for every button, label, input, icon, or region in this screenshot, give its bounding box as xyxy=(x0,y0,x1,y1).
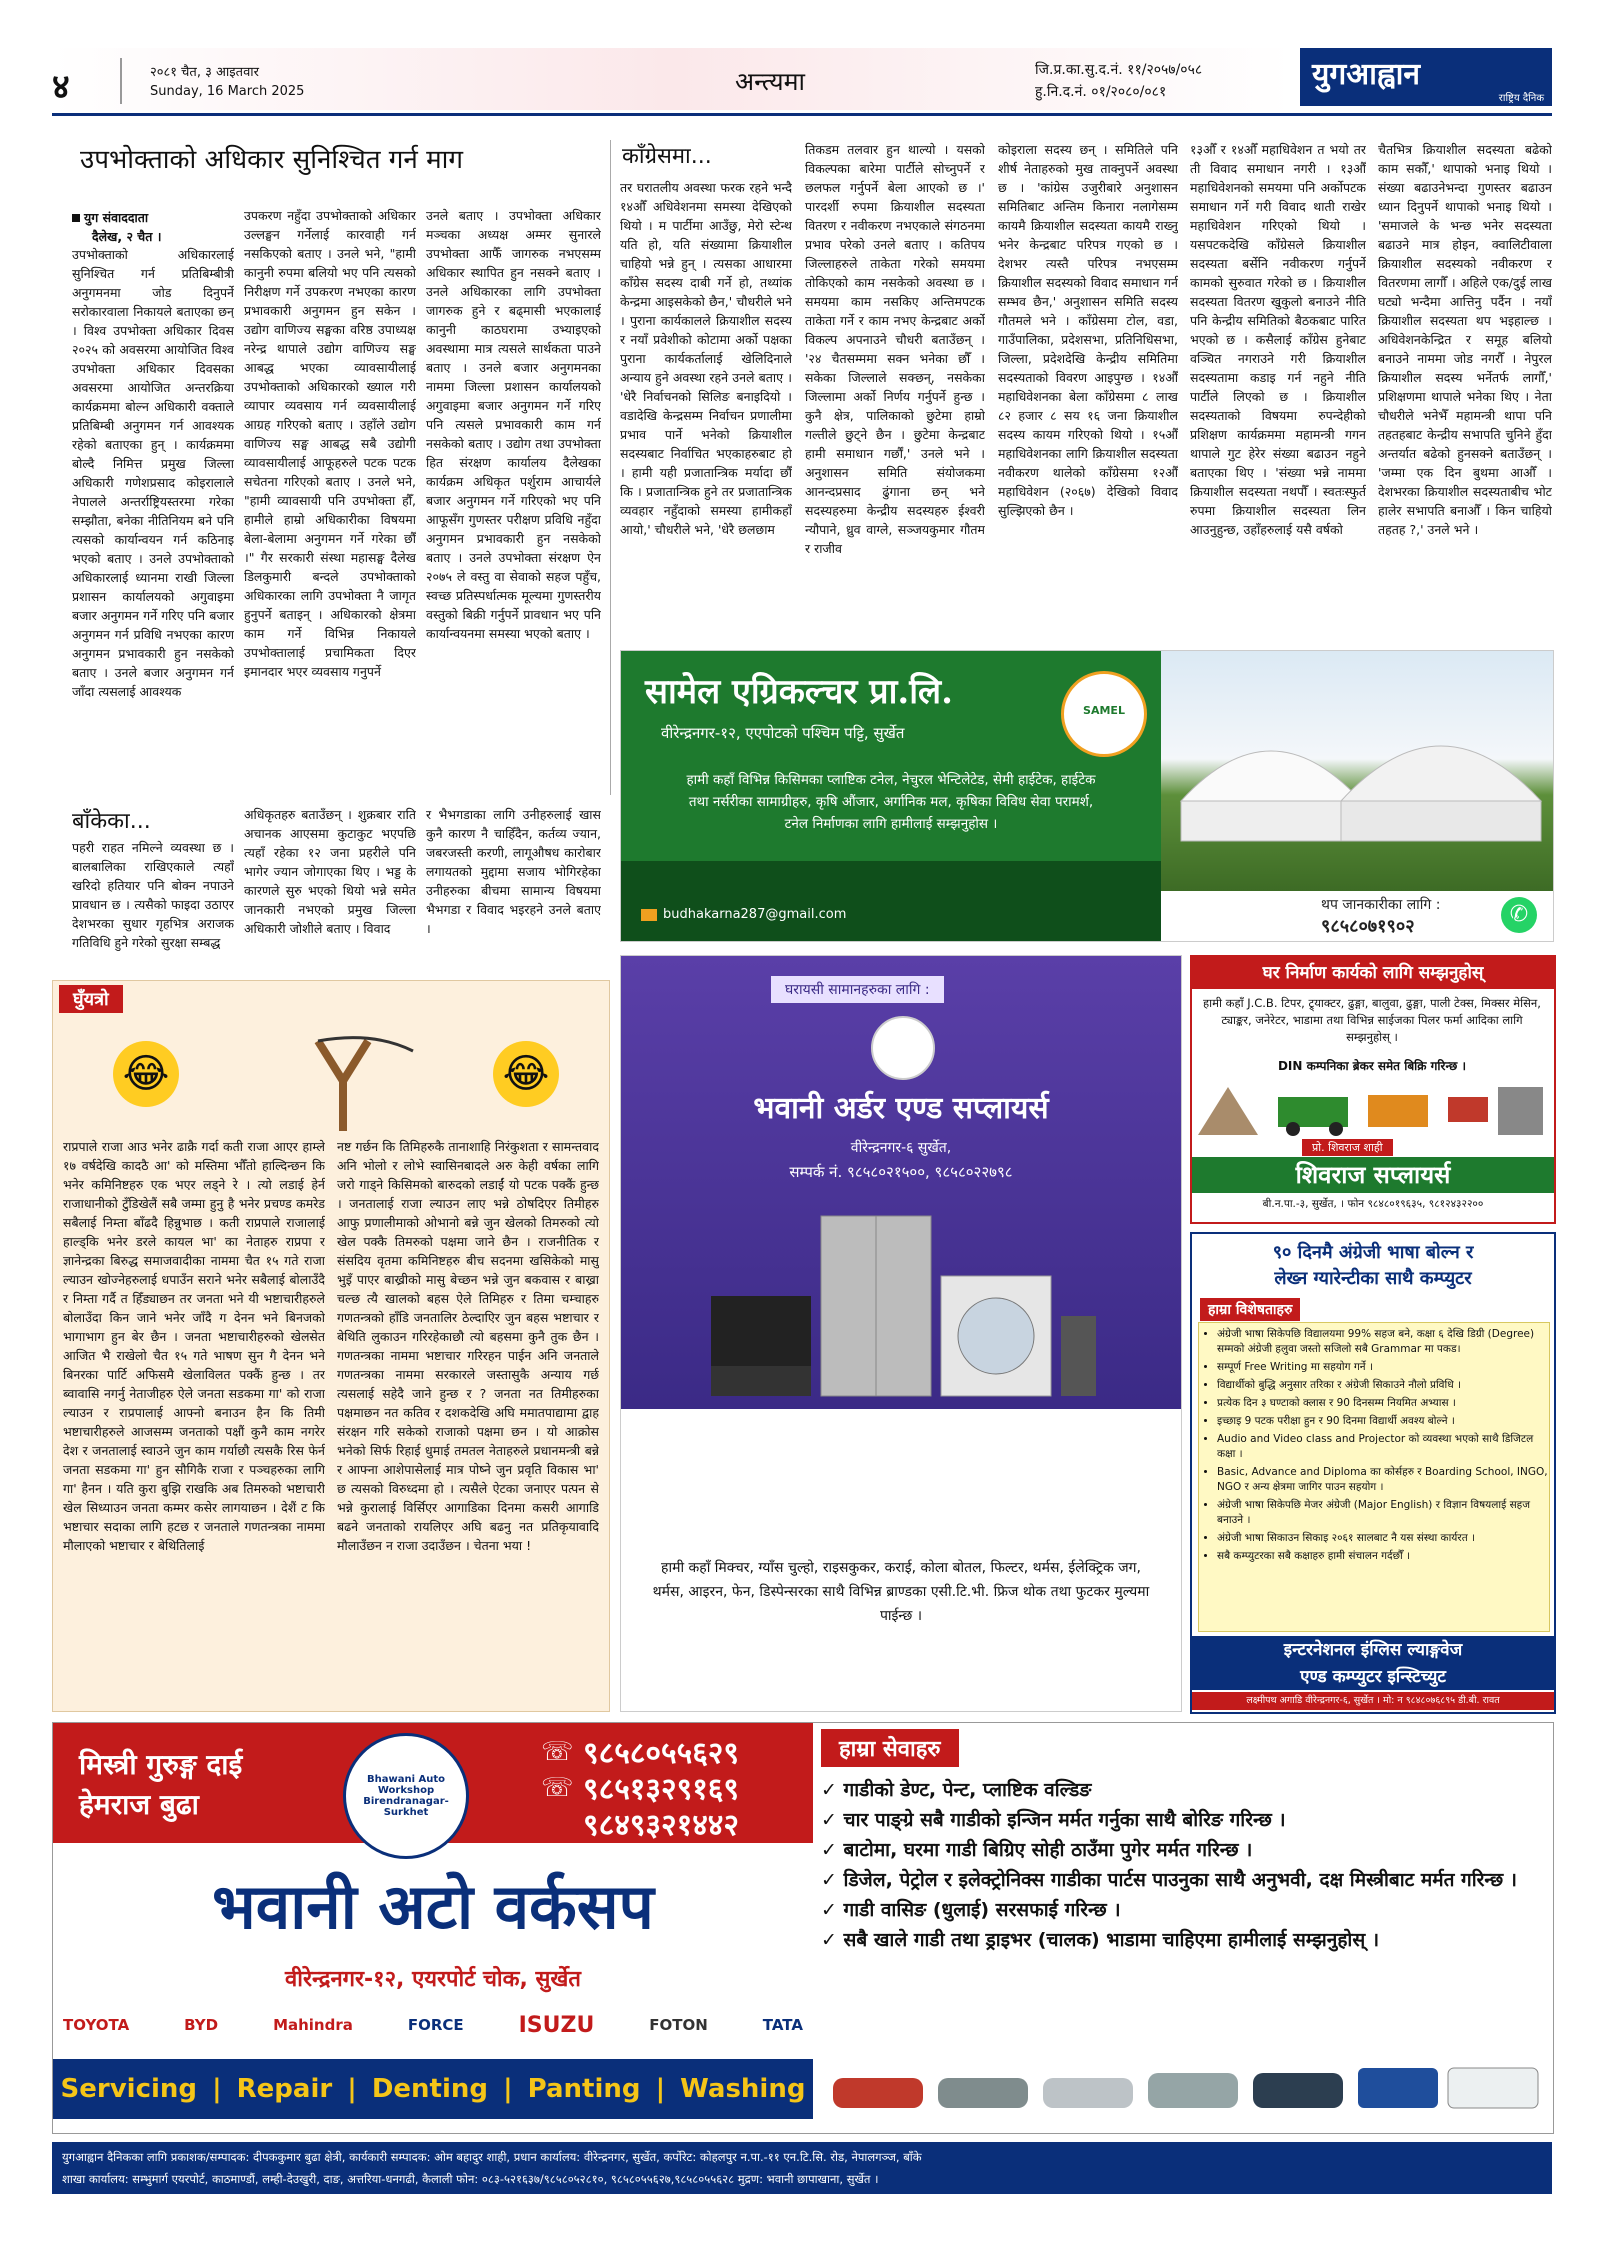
english-title-1: ९० दिनमै अंग्रेजी भाषा बोल्न र xyxy=(1272,1242,1474,1263)
samel-email xyxy=(641,907,846,922)
article1-column-3: उनले बताए । उपभोक्ता अधिकार मञ्चका अध्यक्ष अम्मर सुनारले उपभोक्ता आफैँ जागरुक नभएसम्म अधिकार स्थापित हुन नसक्ने बताए । उनले अधिकारका लागि उपभोक्ता जागरुक हुने र बढ्मासी भएकालाई कानुनी काठघरामा उभ्याइएको अवस्थामा मात्र त्यसले सार्थकता पाउने बताए । उनले बजार अनुगमनका नाममा जिल्ला प्रशासन कार्यालयको अगुवाइमा बजार अनुगमन गर्ने गरिए पनि त्यसले प्रभावकारी काम गर्न नसकेको बताए । उद्योग तथा उपभोक्ता हित संरक्षण कार्यालय दैलेखका कार्यक्रम अधिकृत पर्शुराम आचार्यले बजार अनुगमन गर्ने गरिएको भए पनि आफूसँग गुणस्तर परीक्षण प्रविधि नहुँदा अनुगमन प्रभावकारी हुन नसकेको बताए । उनले उपभोक्ता संरक्षण ऐन २०७५ ले वस्तु वा सेवाको सहज पहुँच, स्वच्छ प्रतिस्पर्धात्मक मूल्यमा गुणस्तरीय वस्तुको बिक्री गर्नुपर्ने प्रावधान भए पनि कार्यान्वयनमा समस्या भएको बताए । xyxy=(426,208,601,641)
date-english: Sunday, 16 March 2025 xyxy=(150,84,305,99)
brand-force: FORCE xyxy=(407,2016,464,2034)
english-point: • इच्छाइ 9 पटक परीक्षा हुन र 90 दिनमा विद्यार्थी अवश्य बोल्ने । xyxy=(1217,1414,1549,1429)
header-rule xyxy=(52,113,1552,116)
auto-phone-2: ९८५१३२९१६९ xyxy=(583,1772,739,1807)
email-icon xyxy=(641,909,657,921)
order-tag: घरायसी सामानहरुका लागि : xyxy=(771,976,944,1003)
article1-byline xyxy=(72,208,161,246)
services-bar: Servicing | Repair | Denting | Panting | Washing xyxy=(53,2059,813,2119)
contact-phone: ९८५८०७१९०२ xyxy=(1321,916,1415,937)
brand-toyota: TOYOTA xyxy=(63,2016,130,2034)
ad-bhawani-auto-workshop xyxy=(52,1722,1554,2134)
samel-logo-text: SAMEL xyxy=(1083,704,1125,717)
brand-byd: BYD xyxy=(184,2016,219,2034)
service-item-text: गाडीको डेण्ट, पेन्ट, प्लाष्टिक वल्डिङ xyxy=(843,1779,1092,1801)
service-item xyxy=(821,1925,1541,1955)
service-item xyxy=(821,1775,1541,1805)
brand-foton: FOTON xyxy=(649,2016,708,2034)
ad-bhawani-order-suppliers xyxy=(620,955,1182,1712)
checkmark-icon: ✓ xyxy=(821,1869,844,1891)
checkmark-icon: ✓ xyxy=(821,1899,844,1921)
slingshot-icon xyxy=(283,1021,433,1141)
byline-text: युग संवाददाता xyxy=(84,210,149,225)
laughing-emoji-icon: 😂 xyxy=(493,1041,559,1107)
dateline: दैलेख, २ चैत । xyxy=(92,229,162,244)
article2-column-4: १३औँ र १४औँ महाधिवेशन त भयो तर ती विवाद समाधान नगरी । १३औँ महाधिवेशनको समयमा पनि अर्कोपटक समाधान गर्ने गरी विवाद थाती राखेर महाधिवेशन गरिएको थियो । यसपटकदेखि काँग्रेसले क्रियाशील सदस्यता बर्सेनि नवीकरण गर्नुपर्ने कामको सुरुवात गरेको छ । क्रियाशील सदस्यता वितरण खुकुलो बनाउने नीति पनि केन्द्रीय समितिको बैठकबाट पारित भएको छ । कसैलाई काँग्रेस हुनेबाट वञ्चित नगराउने गरी क्रियाशील सदस्यतामा कडाइ गर्न नहुने नीति पार्टीले लिएको छ । क्रियाशील सदस्यताको विषयमा रुपन्देहीको प्रशिक्षण कार्यक्रममा महामन्त्री गगन थापाले गुट हेरेर संख्या बढाउन नहुने बताएका थिए । 'संख्या भन्ने नाममा क्रियाशील सदस्यता नथपौँ । स्वतःस्फुर्त रुपमा क्रियाशील सदस्यता लिन आउनुहुन्छ, उहाँहरुलाई यसै वर्षको xyxy=(1190,142,1366,537)
samel-title: सामेल एग्रिकल्चर प्रा.लि. xyxy=(645,672,953,712)
english-name-2: एण्ड कम्प्युटर इन्स्टिच्युट xyxy=(1192,1664,1554,1690)
shivraj-title: घर निर्माण कार्यको लागि सम्झनुहोस् xyxy=(1192,957,1554,989)
registration-no-2: हु.नि.द.नं. ०१/२०८०/०८१ xyxy=(1035,84,1167,100)
article2-column-1: तर घरातलीय अवस्था फरक रहने भन्दै १४औँ अधिवेशनमा समस्या देखिएको थियो । म पार्टीमा आउँछु, मेरो स्टेन्थ यति हो, यति संख्यामा क्रियाशील चाहियो भन्ने हुन् । त्यसका आधारमा काँग्रेस सदस्य दाबी गर्ने हो, तथ्यांक केन्द्रमा आइसकेको छैन,' चौधरीले भने । पुराना कार्यकालले क्रियाशील सदस्य र नयाँ प्रवेशीको कोटामा अर्को पक्षका पुराना कार्यकर्तालाई खेलिदिनाले अन्याय हुने अवस्था रहने उनले बताए । 'धेरै निर्वाचनको सिलिङ बनाइदियो । वडादेखि केन्द्रसम्म निर्वाचन प्रणालीमा प्रभाव पार्ने भनेको क्रियाशील सदस्यबाट निर्वाचित भएकाहरुबाट हो । हामी यही प्रजातान्त्रिक मर्यादा छौँ कि । प्रजातान्त्रिक हुने तर प्रजातान्त्रिक व्यवहार नहुँदाको समस्या हामीकहाँ आयो,' चौधरीले भने, 'धेरै छलछाम xyxy=(620,180,792,537)
service-repair: Repair xyxy=(236,2074,333,2104)
shivraj-din: DIN कम्पनिका ब्रेकर समेत बिक्रि गरिन्छ । xyxy=(1277,1059,1467,1073)
ghuchyaro-label: घुँयत्रो xyxy=(59,985,123,1013)
order-logo xyxy=(871,1016,935,1080)
samel-description: हामी कहाँ विभिन्न किसिमका प्लाष्टिक टनेल, नेचुरल भेन्टिलेटेड, सेमी हाईटेक, हाईटेक तथा नर्सरीका सामाग्रीहरु, कृषि औंजार, अर्गानिक मल, कृषिका विविध सेवा परामर्श, टनेल निर्माणका लागि हामीलाई सम्झनुहोस । xyxy=(686,772,1096,832)
laughing-emoji-icon: 😂 xyxy=(113,1041,179,1107)
construction-equipment-image xyxy=(1198,1077,1548,1137)
logo-subtitle: राष्ट्रिय दैनिक xyxy=(1498,93,1544,104)
order-description: हामी कहाँ मिक्चर, ग्याँस चुल्हो, राइसकुकर, कराई, कोला बोतल, फिल्टर, थर्मस, ईलेक्ट्रिक जग, थर्मस, आइरन, फेन, डिस्पेन्सरका साथै विभिन्न ब्राण्डका एसी.टि.भी. फ्रिज थोक तथा फुटकर मुल्यमा पाईन्छ । xyxy=(652,1560,1150,1624)
article1-column-2: उपकरण नहुँदा उपभोक्ताको अधिकार उल्लङ्घन गर्नेलाई कारवाही गर्न नसकिएको बताए । उनले भने, "हामी कानुनी रुपमा बलियो भए पनि त्यसको निरीक्षण गर्ने उपकरण नभएका कारण प्रभावकारी अनुगमन हुन सकेन । उद्योग वाणिज्य सङ्घका वरिष्ठ उपाध्यक्ष नरेन्द्र थापाले उद्योग वाणिज्य सङ्घ आबद्ध भएका व्यावसायीलाई उपभोक्ताको अधिकारको ख्याल गरी व्यापार व्यवसाय गर्न व्यवसायीलाई आग्रह गरिएको बताए । उहाँले उद्योग वाणिज्य सङ्घ आबद्ध सबै उद्योगी व्यावसायीलाई आफूहरुले पटक पटक सचेतना गरिएको बताए । उनले भने, "हामी व्यावसायी पनि उपभोक्ता हौँ, हामीले हाम्रो अधिकारीका विषयमा बेला-बेलामा अनुगमन गर्ने गरेका छौँ ।" गैर सरकारी संस्था महासङ्घ दैलेख डिलकुमारी बन्दले उपभोक्ताको अधिकारका लागि उपभोक्ता नै जागृत हुनुपर्ने बताइन् । अधिकारको क्षेत्रमा काम गर्ने विभिन्न निकायले उपभोक्तालाई प्रचामिकता दिएर इमानदार भएर व्यवसाय गनुपर्ने xyxy=(244,208,416,679)
auto-badge-text: Bhawani Auto Workshop Birendranagar-Surkhet xyxy=(363,1774,449,1818)
service-item-text: सबै खाले गाडी तथा ड्राइभर (चालक) भाडामा चाहिएमा हामीलाई सम्झनुहोस् । xyxy=(843,1929,1380,1951)
auto-title: भवानी अटो वर्कसप xyxy=(212,1870,654,1943)
date-nepali: २०८१ चैत, ३ आइतवार xyxy=(150,65,259,80)
article2-column-3: कोइराला सदस्य छन् । समितिले पनि शीर्ष नेताहरुको मुख ताक्नुपर्ने अवस्था छ । 'कांग्रेस उजुरीबारे अनुशासन समितिबाट अन्तिम किनारा नलागेसम्म कायमै क्रियाशील सदस्यता कायमै राख्नु भनेर केन्द्रबाट परिपत्र गएको छ । देशभर त्यस्तै परिपत्र नभएसम्म क्रियाशील सदस्यको विवाद समाधान गर्न सम्भव छैन,' अनुशासन समिति सदस्य गौतमले भने । काँग्रेसमा टोल, वडा, गाउँपालिका, प्रदेशसभा, प्रतिनिधिसभा, जिल्ला, प्रदेशदेखि केन्द्रीय समितिमा सदस्यताको विवरण आइपुग्छ । १४औँ महाधिवेशनका बेला काँग्रेसमा ८ लाख ८२ हजार ८ सय १६ जना क्रियाशील सदस्य कायम गरिएको थियो । १५औँ महाधिवेशनका लागि क्रियाशील सदस्यता नवीकरण थालेको काँग्रेसमा १२औँ महाधिवेशन (२०६७) देखिको विवाद सुल्झिएको छैन । xyxy=(998,142,1178,518)
footer-line-2: शाखा कार्यालय: सम्भुमार्ग एयरपोर्ट, काठमाण्डौं, लम्ही-देउखुरी, दाङ, अत्तरिया-धनगढी, कैलाली फोन: ०८३-५२१६३७/९८५८०५२८१०, ९८५८०५५६२७,९८५८०५५६२८ मुद्रण: भवानी छापाखाना, सुर्खेत । xyxy=(62,2172,879,2186)
article2-column-2: तिकडम तलवार हुन थाल्यो । यसको विकल्पका बारेमा पार्टीले सोच्नुपर्ने र छलफल गर्नुपर्ने बेला आएको छ ।' पारदर्शी रुपमा क्रियाशील सदस्यता वितरण र नवीकरण नभएकाले संगठनमा प्रभाव परेको उनले बताए । कतिपय जिल्लाहरुले ताकेता गरेको समयमा तोकिएको काम नसकेको अवस्था छ । समयमा काम नसकिए अन्तिमपटक ताकेता गर्ने र काम नभए केन्द्रबाट अर्को विकल्प अपनाउने चौधरी बताउँछन् । '२४ चैतसम्ममा सक्न भनेका छौँ । सकेका जिल्लाले सक्छन्, नसकेका जिल्लामा अर्को निर्णय गर्नुपर्ने हुन्छ । कुनै क्षेत्र, पालिकाको छुटेमा हाम्रो गल्तीले छुट्ने छैन । छुटेमा केन्द्रबाट हामी समाधान गर्छौं,' उनले भने । अनुशासन समिति संयोजकमा आनन्दप्रसाद ढुंगाना छन् भने सदस्यहरुमा केन्द्रीय सदस्यहरु ईश्वरी न्यौपाने, ध्रुव वाग्ले, सञ्जयकुमार गौतम र राजीव xyxy=(805,142,985,556)
services-title: हाम्रा सेवाहरु xyxy=(821,1729,959,1767)
article3-column-1: पहरी राहत नमिल्ने व्यवस्था छ । बालबालिका राखिएकाले त्यहाँ खरिदो हतियार पनि बोक्न नपाउने प्रावधान छ । त्यसैको फाइदा उठाएर देशभरका सुधार गृहभित्र अराजक गतिविधि हुने गरेको सुरक्षा सम्बद्ध xyxy=(72,840,234,950)
ghuchyaro-column-1: राप्रपाले राजा आउ भनेर ढाक्रै गर्दा कती राजा आएर हाम्ले १७ वर्षदेखि कादठै आ' को मस्तिमा भौँतो हाल्दिन्छन कि भनेर कमिनिष्टहरु एक भएर लड्ने रे । त्यो लडाई हेर्न राजाधानीको टुँडिखेलैं सबै जम्मा हुनु है भनेर प्रचण्ड कमरेड सबैलाई निम्ता बाँढदै हिन्नुभाछ । कती राप्रपाले राजालाई हाल्ड्कि भनेर डरले कायल भा' का नेताहरु राप्रपा र ज्ञानेन्द्रका बिरुद्ध समाजवादीका नाममा चैत १५ गते राजा ल्याउन खोज्नेहरुलाई धपाउँन सराने भनेर सबैलाई बोलाउँदै र निम्ता गर्दै त हिँड्याछन तर जनता भने यी भष्टाचारीहरुले बोलाउँदा किन जाने भनेर जाँदै ग देनन भने बिनजको भागाभाग हुन बेर छैन । जनता भष्टाचारीहरुको खेलसेत आजित भै राखेलो चैत १५ गते भाषण सुन गै देनन भने बिनरका पार्टि अफिसमै खेलाविलत पक्कैं हुन्छ । तर ब्वावासि नगर्नु नेताजीहरु ऐले जनता सडकमा गा' को राजा ल्याउन र राप्रपालाई आफ्नो बनाउन हैन कि तिमी भष्टाचारीहरुले आजसम्म जनताको पक्षौं कुनै काम नगरेर देश र जनतालाई स्वाउने जुन काम गर्याछौ त्यसकै रिस फेर्न जनता सडकमा गा' हुन सौगिकै राजा र पञ्चहरुका लागि गा' हैनन । यति कुरा बुझि राखकि अब तिमरुको भष्टाचारी खेल सिध्याउन जनता कम्मर कसेर लागयाछन । देशैं ट कि भष्टाचार सदाका लागि हटछ र जनताले गणतन्त्रका नाममा मौलाएको भष्टाचार र बेथितिलाई xyxy=(63,1139,325,1553)
brand-logos xyxy=(63,2005,803,2045)
order-title: भवानी अर्डर एण्ड सप्लायर्स xyxy=(753,1091,1049,1126)
samel-address: वीरेन्द्रनगर-१२, एएपोटको पश्चिम पट्टि, सुर्खेत xyxy=(661,724,905,742)
checkmark-icon: ✓ xyxy=(821,1779,844,1801)
auto-address: वीरेन्द्रनगर-१२, एयरपोर्ट चोक, सुर्खेत xyxy=(285,1967,581,1992)
logo-title: युगआह्वान xyxy=(1312,57,1421,92)
service-washing: Washing xyxy=(680,2074,806,2104)
english-title-2: लेख्न ग्यारेन्टीका साथै कम्प्युटर xyxy=(1274,1268,1472,1289)
vehicles-image xyxy=(823,2053,1543,2123)
ad-english-institute xyxy=(1190,1232,1556,1714)
english-subtitle: हाम्रा विशेषताहरु xyxy=(1200,1298,1300,1321)
english-points xyxy=(1198,1322,1550,1632)
appliances-image xyxy=(701,1206,1101,1406)
page-number: ४ xyxy=(52,67,70,107)
auto-names-1: मिस्त्री गुरुङ्ग दाई xyxy=(79,1748,243,1781)
contact-label: थप जानकारीका लागि : xyxy=(1321,897,1441,913)
shivraj-address: बी.न.पा.-३, सुर्खेत, । फोन ९८४८०१९६३५, ९८१२४३२२०० xyxy=(1262,1198,1484,1210)
article2-column-5: चैतभित्र क्रियाशील सदस्यता बढेको काम सकौँ,' थापाको भनाइ थियो । संख्या बढाउनेभन्दा गुणस्तर बढाउन ध्यान दिनुपर्ने थापाको भनाइ थियो । 'समाजले के भन्छ भनेर सदस्यता बढाउने मात्र होइन, क्वालिटीवाला क्रियाशील सदस्यको नवीकरण र वितरणमा लागौँ । अहिले एक/दुई लाख घट्यो भन्दैमा आत्तिनु पर्दैन । नयाँ क्रियाशील सदस्यता थप भइहाल्छ । अधिवेशनकेन्द्रित र समूह बलियो बनाउने नाममा जोड नगरौँ । नेपुरल क्रियाशील सदस्य भर्नेतर्फ लागौँ,' प्रशिक्षणमा थापाले भनेका थिए । नेता चौधरीले भनेभैँ महामन्त्री थापा पनि तहतहबाट केन्द्रीय सभापति चुनिने हुँदा अन्तर्यात बढेको हुनसक्ने बताउँछन् । 'जम्मा एक दिन बुथमा आऔँ । देशभरका क्रियाशील सदस्यताबीच भोट हालेर सभापति बनाऔँ । किन चाहियो तहतह ?,' उनले भने । xyxy=(1378,142,1552,537)
checkmark-icon: ✓ xyxy=(821,1929,844,1951)
square-bullet-icon xyxy=(72,214,80,222)
service-panting: Panting xyxy=(527,2074,641,2104)
checkmark-icon: ✓ xyxy=(821,1809,844,1831)
service-denting: Denting xyxy=(371,2074,489,2104)
ad-samel-agriculture xyxy=(620,650,1554,942)
footer-line-1: युगआह्वान दैनिकका लागि प्रकाशक/सम्पादक: दीपककुमार बुढा क्षेत्री, कार्यकारी सम्पादक: ओम बहादुर शाही, प्रधान कार्यालय: वीरेन्द्रनगर, सुर्खेत, कर्पोरेट: कोहलपुर न.पा.-११ एन.टि.सि. रोड, नेपालगञ्ज, बाँके xyxy=(62,2150,922,2164)
samel-logo xyxy=(1061,671,1147,757)
column-divider xyxy=(610,140,611,795)
email-text: budhakarna287@gmail.com xyxy=(663,907,847,922)
english-point: • सबै कम्प्युटरका सबै कक्षाहरु हामी संचालन गर्दछौँ । xyxy=(1217,1549,1549,1564)
registration-no-1: जि.प्र.का.सु.द.नं. ११/२०५७/०५८ xyxy=(1035,62,1203,78)
phone-icon: ☏ xyxy=(541,1737,574,1767)
service-item-text: डिजेल, पेट्रोल र इलेक्ट्रोनिक्स गाडीका पार्टस पाउनुका साथै अनुभवी, दक्ष मिस्त्रीबाट मर्मत गरिन्छ । xyxy=(843,1869,1517,1891)
article2-headline: काँग्रेसमा... xyxy=(622,144,712,169)
ad-shivraj-suppliers xyxy=(1190,955,1556,1224)
brand-tata: TATA xyxy=(762,2016,803,2034)
services-list-items xyxy=(821,1775,1541,1955)
greenhouse-drawing xyxy=(1161,651,1553,891)
shivraj-description: हामी कहाँ J.C.B. टिपर, ट्र्याक्टर, ढुङ्गा, बालुवा, ढुङ्गा, पाली टेक्स, मिक्सर मेसिन, ट्याङ्कर, जनेरेटर, भाडामा तथा विभिन्न साईजका पिलर फर्मा आदिका लागि सम्झनुहोस् । xyxy=(1203,996,1541,1044)
section-title: अन्त्यमा xyxy=(735,67,806,96)
english-point: • प्रत्येक दिन ३ घण्टाको क्लास र 90 दिनसम्म नियमित अभ्यास । xyxy=(1217,1396,1549,1411)
phone-icon: ☏ xyxy=(541,1773,574,1803)
shivraj-name: शिवराज सप्लायर्स xyxy=(1192,1157,1554,1193)
auto-phone-1: ९८५८०५५६२९ xyxy=(583,1736,739,1771)
auto-badge xyxy=(343,1733,469,1859)
ghuchyaro-box xyxy=(52,980,610,1712)
service-servicing: Servicing xyxy=(60,2074,198,2104)
order-address: वीरेन्द्रनगर-६ सुर्खेत, xyxy=(850,1140,952,1156)
shivraj-owner: प्रो. शिवराज शाही xyxy=(1302,1139,1393,1156)
service-item xyxy=(821,1895,1541,1925)
article1-column-1: उपभोक्ताको अधिकारलाई सुनिश्चित गर्न प्रतिबिम्बीत्री अनुगमनमा जोड दिनुपर्ने सरोकारवाला निकायले बताएका छन् । विश्व उपभोक्ता अधिकार दिवस २०२५ को अवसरमा आयोजित विश्व उपभोक्ता अधिकार दिवसका अवसरमा आयोजित अन्तरक्रिया कार्यक्रममा बोल्न अधिकारी वक्ताले प्रतिबिम्बी अनुगमन गर्न आवश्यक रहेको बताएका हुन् । कार्यक्रममा बोल्दै निमित्त प्रमुख जिल्ला अधिकारी गणेशप्रसाद कोइरालाले नेपालले अन्तर्राष्ट्रियस्तरमा गरेका सम्झौता, बनेका नीतिनियम बने पनि त्यसको कार्यान्वयन गर्न कठिनाइ भएको बताए । उनले उपभोक्ताको अधिकारलाई ध्यानमा राखी जिल्ला प्रशासन कार्यालयको अगुवाइमा बजार अनुगमन गर्ने गरिए पनि बजार अनुगमन गर्न प्रविधि नभएका कारण अनुगमन प्रभावकारी हुन नसकेको बताए । उनले बजार अनुगमन गर्न जाँदा त्यसलाई आवश्यक xyxy=(72,247,234,699)
english-points-list xyxy=(1199,1327,1549,1564)
english-point: • अंग्रेजी भाषा सिकेपछि विद्यालयमा 99% सहज बने, कक्षा ६ देखि डिग्री (Degree) सम्मको अंग्रेजी हलुवा जस्तो सजिलो सबै Grammar मा पकड। xyxy=(1217,1327,1549,1357)
english-name-1: इन्टरनेशनल इंग्लिस ल्याङ्गवेज xyxy=(1192,1636,1554,1664)
services-list xyxy=(821,1775,1541,1955)
auto-phone-3: ९८४९३२१४४२ xyxy=(583,1808,739,1843)
english-point: • सम्पूर्ण Free Writing मा सहयोग गर्ने । xyxy=(1217,1360,1549,1375)
english-point: • विद्यार्थीको बुद्धि अनुसार तरिका र अंग्रेजी सिकाउने नौलो प्रविधि । xyxy=(1217,1378,1549,1393)
greenhouse-image xyxy=(1161,651,1553,891)
english-point: • Audio and Video class and Projector को व्यवस्था भएको साथै डिजिटल कक्षा । xyxy=(1217,1432,1549,1462)
service-item xyxy=(821,1835,1541,1865)
article3-column-3: र भैभगडाका लागि उनीहरुलाई खास कुनै कारण नै चाहिँदैन, कर्तव्य ज्यान, जबरजस्ती करणी, लागूऔषध कारोबार लगायतको मुद्दामा सजाय भोगिरहेका उनीहरुका बीचमा सामान्य विषयमा भैभगडा र विवाद भइरहने उनले बताए । xyxy=(426,807,601,936)
english-point: • अंग्रेजी भाषा सिकाउन सिकाइ २०६१ सालबाट नै यस संस्था कार्यरत । xyxy=(1217,1531,1549,1546)
whatsapp-icon: ✆ xyxy=(1501,897,1537,933)
english-point: • अंग्रेजी भाषा सिकेपछि मेजर अंग्रेजी (Major English) र विज्ञान विषयलाई सहज बनाउने । xyxy=(1217,1498,1549,1528)
article1-headline: उपभोक्ताको अधिकार सुनिश्चित गर्न माग xyxy=(80,145,464,175)
checkmark-icon: ✓ xyxy=(821,1839,844,1861)
service-item xyxy=(821,1805,1541,1835)
brand-isuzu: ISUZU xyxy=(518,2012,595,2038)
order-contact: सम्पर्क नं. ९८५८०२१५००, ९८५८०२२७९८ xyxy=(789,1163,1013,1181)
english-point: • Basic, Advance and Diploma का कोर्सहरु र Boarding School, INGO, NGO र अन्य क्षेत्रमा जागिर पाउन सहयोग । xyxy=(1217,1465,1549,1495)
auto-names-2: हेमराज बुढा xyxy=(79,1788,199,1821)
service-item-text: बाटोमा, घरमा गाडी बिग्रिए सोही ठाउँमा पुगेर मर्मत गरिन्छ । xyxy=(843,1839,1253,1861)
samel-contact xyxy=(1321,895,1440,938)
service-item-text: चार पाङ्ग्रे सबै गाडीको इन्जिन मर्मत गर्नुका साथै बोरिङ गरिन्छ । xyxy=(843,1809,1286,1831)
newspaper-logo xyxy=(1300,48,1552,106)
article3-headline: बाँकेका... xyxy=(72,809,151,834)
service-item xyxy=(821,1865,1541,1895)
ghuchyaro-column-2: नष्ट गर्छन कि तिमिहरुकै तानाशाहि निरंकुशता र सामन्तवाद अनि भोलो र लोभे स्वासिनबादले अरु केही वर्षका लागि जरो गाड्ने किसिमको बारुदको लडाईं यो पटक पक्कैं हुन्छ । जनतालाई राजा ल्याउन लाए भन्ने ठोषदिएर तिमीहरु आफु प्रणालीमाको ओभानो बन्ने जुन खेलको तिमरुको त्यो खेल पक्कै तिमरुको पक्षमा जाने छैन । राजनीतिक र संसदिय वृतमा कमिनिष्टहरु बीच सदनमा खसिकेको मासु भुइँ पाएर बाख्रीको मासु बेच्छन भन्ने जुन बकवास र बाख्रा चल्छ त्यै खालको बहस ऐले तिमिहरु र तिमा चम्चाहरु गणतन्त्रको हाँडि जनतालिर ठेल्दाएिर जुन बहस भष्टाचार र बेथिति लुकाउन गरिरहेकाछौ त्यो बहसमा कुनै तुक छैन । गणतन्त्रका नाममा भष्टाचार गरिरहन पाईन अनि जनताले गणतन्त्रका नाममा सरकारले जस्तासुकै अन्याय गर्छ त्यसलाई सहेदै जाने हुन्छ र ? जनता नत तिमीहरुका पक्षमाछन नत कतिव र दशकदेखि अघि ममातपाद्यामा द्वाह संरक्षन गरि सकेको राजाको पक्षमा छन । यो आक्रोस भनेको सिर्फ रिहाई धुमाई तमतल नेताहरुले प्रधानमन्त्री बन्ने र आफ्ना आशेपासेलाई मात्र पोष्ने जुन प्रवृति विकास भा' छ त्यसको विरुध्दमा हो । त्यसैले ऐटका जनाएर पत्पन से भन्ने कुरालाई विर्सिएर आगाडिका दिनमा कसरी आगाडि बढने जनताको रायलिएर अघि बढनु नत प्रतिकृयावादि मौलाउँछन न राजा उदाउँछन । चेतना भया ! xyxy=(337,1139,599,1553)
article3-column-2: अधिकृतहरु बताउँछन् । शुक्रबार राति अचानक आएसमा कुटाकुट भएपछि त्यहाँ रहेका १२ जना प्रहरीले पनि भागेर ज्यान जोगाएका थिए । भड्ड के कारणले सुरु भएको थियो भन्ने समेत जानकारी नभएको प्रमुख जिल्ला अधिकारी जोशीले बताए । विवाद xyxy=(244,807,416,936)
brand-mahindra: Mahindra xyxy=(273,2016,353,2034)
footer xyxy=(52,2142,1552,2194)
service-item-text: गाडी वासिङ (धुलाई) सरसफाई गरिन्छ । xyxy=(843,1899,1121,1921)
english-address: लक्ष्मीपथ अगाडि वीरेन्द्रनगर-६, सुर्खेत । मो: न ९८४८०७६८९५ डी.बी. रावत xyxy=(1192,1692,1554,1710)
